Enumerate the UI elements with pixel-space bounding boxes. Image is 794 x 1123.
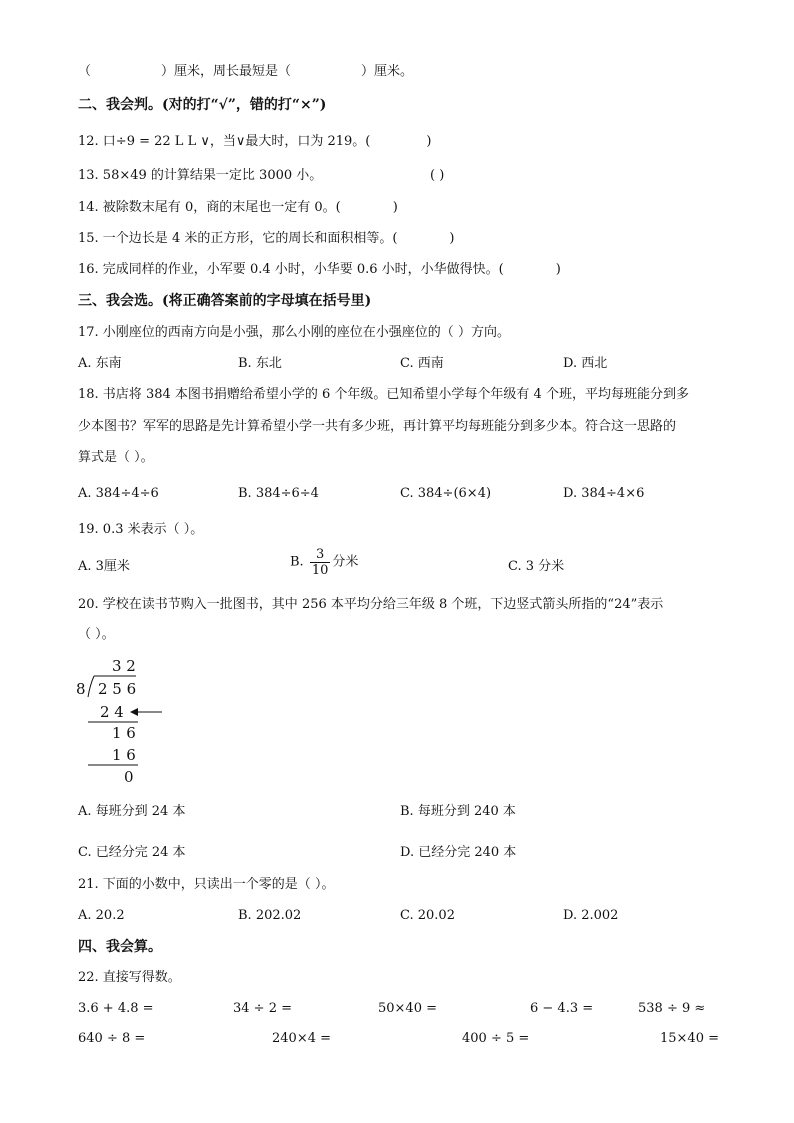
question-17: 17. 小刚座位的西南方向是小强，那么小刚的座位在小强座位的（ ）方向。 <box>78 325 510 340</box>
question-18-line1: 18. 书店将 384 本图书捐赠给希望小学的 6 个年级。已知希望小学每个年级有 4 个班，平均每班能分到多 <box>78 387 689 402</box>
q17-option-d: D. 西北 <box>563 356 608 371</box>
question-20-line2: （ ）。 <box>78 627 115 642</box>
calc-row2-item3: 400 ÷ 5 = <box>462 1031 530 1046</box>
q19-option-b-letter: B. <box>290 554 304 570</box>
calc-row1-item1: 3.6 + 4.8 = <box>78 1001 154 1016</box>
question-12-paren-close: ) <box>426 134 432 149</box>
q20-option-b: B. 每班分到 240 本 <box>400 804 516 819</box>
question-20-line1: 20. 学校在读书节购入一批图书，其中 256 本平均分给三年级 8 个班，下边竖式箭头所指的“24”表示 <box>78 597 664 612</box>
division-divisor: 8 <box>76 680 86 698</box>
q19-option-c: C. 3 分米 <box>508 559 565 574</box>
q19-option-b <box>290 547 358 578</box>
division-quotient: 3 2 <box>112 657 136 675</box>
question-15 <box>78 230 455 248</box>
q18-option-b: B. 384÷6÷4 <box>238 486 319 501</box>
question-14 <box>78 199 398 217</box>
q18-option-d: D. 384÷4×6 <box>563 486 645 501</box>
calc-row1-item4: 6 − 4.3 = <box>530 1001 594 1016</box>
calc-row2-item4: 15×40 = <box>660 1031 720 1046</box>
q21-option-b: B. 202.02 <box>238 908 302 923</box>
q21-option-a: A. 20.2 <box>78 908 125 923</box>
arrow-icon <box>130 708 138 716</box>
q21-option-d: D. 2.002 <box>563 908 619 923</box>
q19-option-a: A. 3厘米 <box>78 559 130 574</box>
fraction-denominator: 10 <box>311 563 329 578</box>
q18-option-a: A. 384÷4÷6 <box>78 486 159 501</box>
q19-option-b-unit: 分米 <box>332 554 359 570</box>
top-line-end: ）厘米。 <box>361 64 414 79</box>
calc-row2-item1: 640 ÷ 8 = <box>78 1031 146 1046</box>
division-bracket <box>88 676 94 697</box>
question-16 <box>78 261 561 279</box>
question-15-paren-close: ) <box>449 231 455 246</box>
top-line <box>78 63 413 81</box>
division-step2: 1 6 <box>112 724 136 742</box>
q17-option-c: C. 西南 <box>400 356 444 371</box>
question-15-text: 15. 一个边长是 4 米的正方形，它的周长和面积相等。( <box>78 231 398 246</box>
q18-option-c: C. 384÷(6×4) <box>400 486 492 501</box>
calc-row1-item3: 50×40 = <box>378 1001 438 1016</box>
question-18-line2: 少本图书？军军的思路是先计算希望小学一共有多少班，再计算平均每班能分到多少本。符合这一思路的 <box>78 419 677 434</box>
question-13 <box>78 167 322 185</box>
question-13-text: 13. 58×49 的计算结果一定比 3000 小。 <box>78 168 323 183</box>
question-13-answer-paren: ( ) <box>430 168 445 183</box>
q20-option-a: A. 每班分到 24 本 <box>78 804 186 819</box>
question-14-paren-close: ) <box>392 200 398 215</box>
q21-option-c: C. 20.02 <box>400 908 455 923</box>
section-heading-choose: 三、我会选。(将正确答案前的字母填在括号里) <box>78 293 372 309</box>
fraction-numerator: 3 <box>310 547 331 563</box>
q20-option-c: C. 已经分完 24 本 <box>78 845 186 860</box>
q17-option-b: B. 东北 <box>238 356 282 371</box>
q20-option-d: D. 已经分完 240 本 <box>400 845 517 860</box>
question-12 <box>78 133 431 151</box>
question-18-line3: 算式是（ ）。 <box>78 450 154 465</box>
calc-row1-item2: 34 ÷ 2 = <box>233 1001 292 1016</box>
section-heading-calculate: 四、我会算。 <box>78 939 162 955</box>
fraction <box>310 547 331 578</box>
division-remainder: 0 <box>124 768 134 786</box>
top-line-text: ）厘米，周长最短是（ <box>161 64 292 79</box>
question-16-text: 16. 完成同样的作业，小军要 0.4 小时，小华要 0.6 小时，小华做得快。( <box>78 262 504 277</box>
calc-row1-item5: 538 ÷ 9 ≈ <box>638 1001 706 1016</box>
division-dividend: 2 5 6 <box>98 680 137 698</box>
division-step3: 1 6 <box>112 746 136 764</box>
q17-option-a: A. 东南 <box>78 356 122 371</box>
question-21: 21. 下面的小数中，只读出一个零的是（ ）。 <box>78 877 335 892</box>
open-paren: （ <box>78 64 92 79</box>
section-heading-judge: 二、我会判。(对的打“√”，错的打“×”) <box>78 97 327 113</box>
question-12-text: 12. 口÷9 = 22 L L ∨，当∨最大时，口为 219。( <box>78 134 371 149</box>
question-19: 19. 0.3 米表示（ ）。 <box>78 522 204 537</box>
calc-row2-item2: 240×4 = <box>272 1031 332 1046</box>
question-16-paren-close: ) <box>555 262 561 277</box>
question-22: 22. 直接写得数。 <box>78 970 181 985</box>
long-division-diagram <box>68 652 178 792</box>
division-step1: 2 4 <box>100 703 124 721</box>
question-14-text: 14. 被除数末尾有 0，商的末尾也一定有 0。( <box>78 200 341 215</box>
